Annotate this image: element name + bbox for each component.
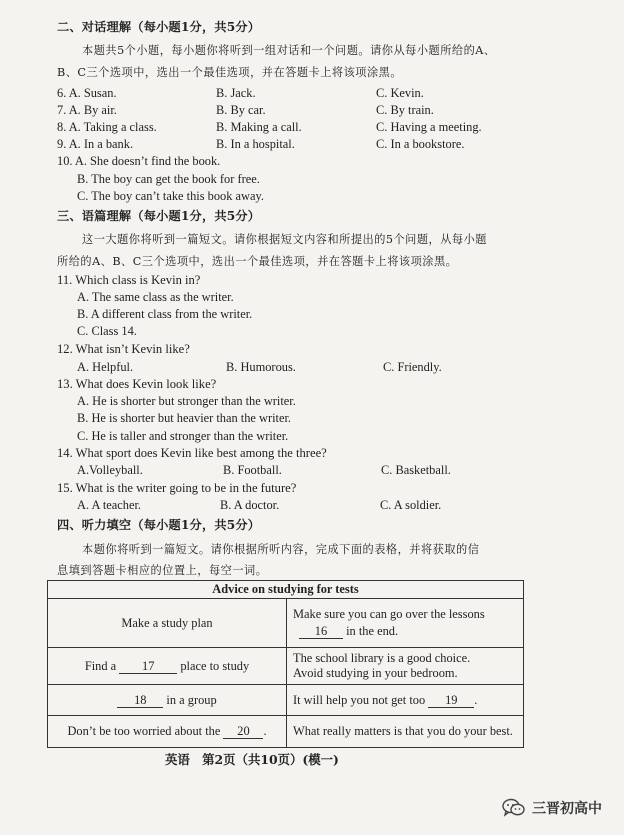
section4-instruction-line2: 息填到答题卡相应的位置上，每空一词。 [57,564,268,577]
table-row [48,716,524,748]
q13-option-a: A. He is shorter but stronger than the writer. [77,394,296,408]
section3-instruction-line1: 这一大题你将听到一篇短文。请你根据短文内容和所提出的5个问题，从每小题 [82,233,487,246]
blank-17: 17 [119,660,177,674]
q14-option-a: A.Volleyball. [77,463,143,477]
q12-option-a: A. Helpful. [77,360,134,374]
wechat-icon [502,798,526,818]
q7-option-b: B. By car. [216,103,266,117]
section4-heading: 四、听力填空（每小题1分，共5分） [57,518,261,532]
q14-stem: 14. What sport does Kevin like best among the three? [57,446,327,460]
q9-option-b: B. In a hospital. [216,137,295,151]
row4-left-pre: Don’t be too worried about the [67,724,221,738]
q15-option-c: C. A soldier. [380,498,442,512]
q9-option-a: 9. A. In a bank. [57,137,134,151]
q12-option-c: C. Friendly. [383,360,442,374]
row2-left-pre: Find a [84,658,117,673]
blank-19: 19 [428,694,474,708]
row2-left-cell [48,648,287,685]
q15-stem: 15. What is the writer going to be in the future? [57,481,297,495]
watermark [502,797,602,819]
q7-option-a: 7. A. By air. [57,103,117,117]
q8-option-c: C. Having a meeting. [376,120,482,134]
blank-18: 18 [117,694,163,708]
watermark-text: 三晋初高中 [532,801,602,817]
q6-option-c: C. Kevin. [376,86,424,100]
q10-option-c: C. The boy can’t take this book away. [77,189,264,203]
row4-right-cell: What really matters is that you do your best. [287,716,524,748]
row2-left-post: place to study [180,658,250,673]
q15-option-b: B. A doctor. [220,498,280,512]
advice-table [47,580,524,748]
q11-option-b: B. A different class from the writer. [77,307,253,321]
q11-stem: 11. Which class is Kevin in? [57,273,201,287]
q11-option-c: C. Class 14. [77,324,137,338]
q7-option-c: C. By train. [376,103,434,117]
section2-instruction-line1: 本题共5个小题，每小题你将听到一组对话和一个问题。请你从每小题所给的A、 [82,44,496,57]
section3-instruction-line2: 所给的A、B、C三个选项中，选出一个最佳选项，并在答题卡上将该项涂黑。 [57,255,458,268]
row3-right-post: . [474,692,478,707]
row2-right-cell [287,648,524,685]
q13-option-c: C. He is taller and stronger than the writer. [77,429,289,443]
q10-option-b: B. The boy can get the book for free. [77,172,260,186]
row3-left-post: in a group [166,692,217,707]
row3-right-cell [287,685,524,716]
q6-option-b: B. Jack. [216,86,256,100]
row3-right-pre: It will help you not get too [293,692,426,707]
section2-heading: 二、对话理解（每小题1分，共5分） [57,20,261,34]
q12-option-b: B. Humorous. [226,360,296,374]
table-row [48,685,524,716]
row2-right-line1: The school library is a good choice. [293,651,471,665]
q6-option-a: 6. A. Susan. [57,86,117,100]
q8-option-a: 8. A. Taking a class. [57,120,157,134]
q12-stem: 12. What isn’t Kevin like? [57,342,190,356]
row1-right-line2 [293,624,517,639]
row1-right-cell [287,599,524,648]
q10-option-a: 10. A. She doesn’t find the book. [57,154,221,168]
q13-option-b: B. He is shorter but heavier than the writer. [77,411,292,425]
section4-instruction-line1: 本题你将听到一篇短文。请你根据所听内容，完成下面的表格，并将获取的信 [82,543,480,556]
row1-left-cell: Make a study plan [48,599,287,648]
row4-left-cell [48,716,287,748]
row4-left-post: . [263,724,267,738]
advice-table-title: Advice on studying for tests [48,581,524,599]
page-footer: 英语 第2页（共10页）(模一) [165,752,339,767]
q8-option-b: B. Making a call. [216,120,302,134]
row1-right-line1: Make sure you can go over the lessons [293,607,485,621]
row2-right-line2: Avoid studying in your bedroom. [293,666,458,680]
section3-heading: 三、语篇理解（每小题1分，共5分） [57,209,261,223]
q14-option-c: C. Basketball. [381,463,451,477]
q14-option-b: B. Football. [223,463,282,477]
table-row [48,599,524,648]
q11-option-a: A. The same class as the writer. [77,290,234,304]
blank-16: 16 [299,625,343,639]
row1-right-tail: in the end. [346,624,399,638]
row3-left-cell [48,685,287,716]
q9-option-c: C. In a bookstore. [376,137,465,151]
q13-stem: 13. What does Kevin look like? [57,377,217,391]
q15-option-a: A. A teacher. [77,498,141,512]
table-row [48,648,524,685]
blank-20: 20 [223,725,263,739]
section2-instruction-line2: B、C三个选项中，选出一个最佳选项，并在答题卡上将该项涂黑。 [57,66,403,79]
